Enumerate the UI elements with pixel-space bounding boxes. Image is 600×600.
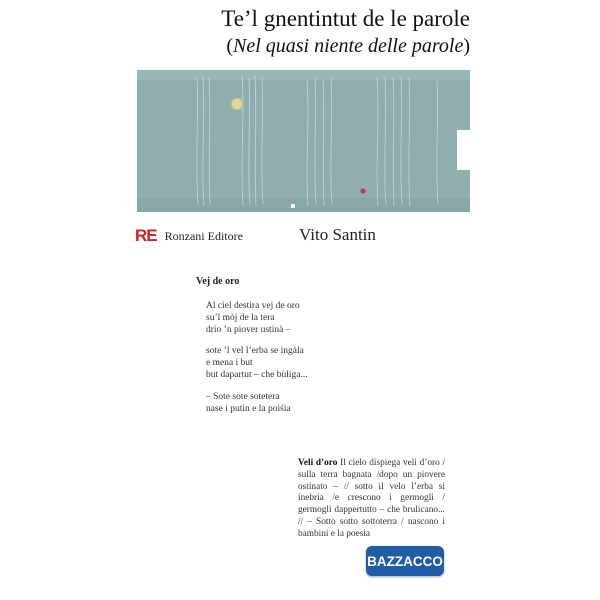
bazzacco-badge: BAZZACCO bbox=[366, 546, 444, 576]
book-subtitle bbox=[50, 34, 470, 58]
poem-line: Al ciel destira vej de oro bbox=[206, 301, 300, 311]
poem-line: e mena i but bbox=[206, 357, 253, 368]
poem-stanza-2 bbox=[206, 346, 308, 381]
poem-line: su’l mòj de la tera bbox=[206, 312, 275, 323]
subtitle-close-paren: ) bbox=[463, 35, 470, 57]
poem-line: drìo ’n piover ustinà – bbox=[206, 324, 291, 335]
publisher bbox=[135, 226, 243, 246]
translation-text: Il cielo dispiega veli d’oro / sulla terra bagnata /dopo un piovere ostinato – // sotto il velo l’erba si inebria /e crescono i germogli / germogli dappertutto – che brulicano... // – Sotto sotto sottoterra / nascono i bambini e la poesia bbox=[298, 458, 446, 539]
cover-painting bbox=[137, 70, 470, 212]
subtitle-text: Nel quasi niente delle parole bbox=[233, 35, 464, 57]
poem-stanza-1 bbox=[206, 301, 300, 336]
book-title: Te’l gnentintut de le parole bbox=[221, 6, 470, 31]
publisher-name: Ronzani Editore bbox=[164, 228, 243, 243]
poem-stanza-3 bbox=[206, 392, 291, 416]
poem-line: nase i putin e la poiśia bbox=[206, 403, 291, 414]
translation-title: Veli d’oro bbox=[298, 458, 338, 468]
publisher-logo: RE bbox=[135, 226, 157, 245]
poem-line: but dapartut – che bùliga... bbox=[206, 369, 308, 380]
poem-line: sote ’l vel l’erba se ingàla bbox=[206, 346, 304, 356]
translation-block bbox=[298, 458, 445, 541]
author-name: Vito Santin bbox=[299, 225, 376, 244]
poem-line: – Sote sote sotetera bbox=[206, 392, 280, 402]
subtitle-open-paren: ( bbox=[226, 35, 233, 57]
poem-title: Vej de oro bbox=[196, 276, 240, 287]
painting-artwork bbox=[137, 70, 470, 212]
